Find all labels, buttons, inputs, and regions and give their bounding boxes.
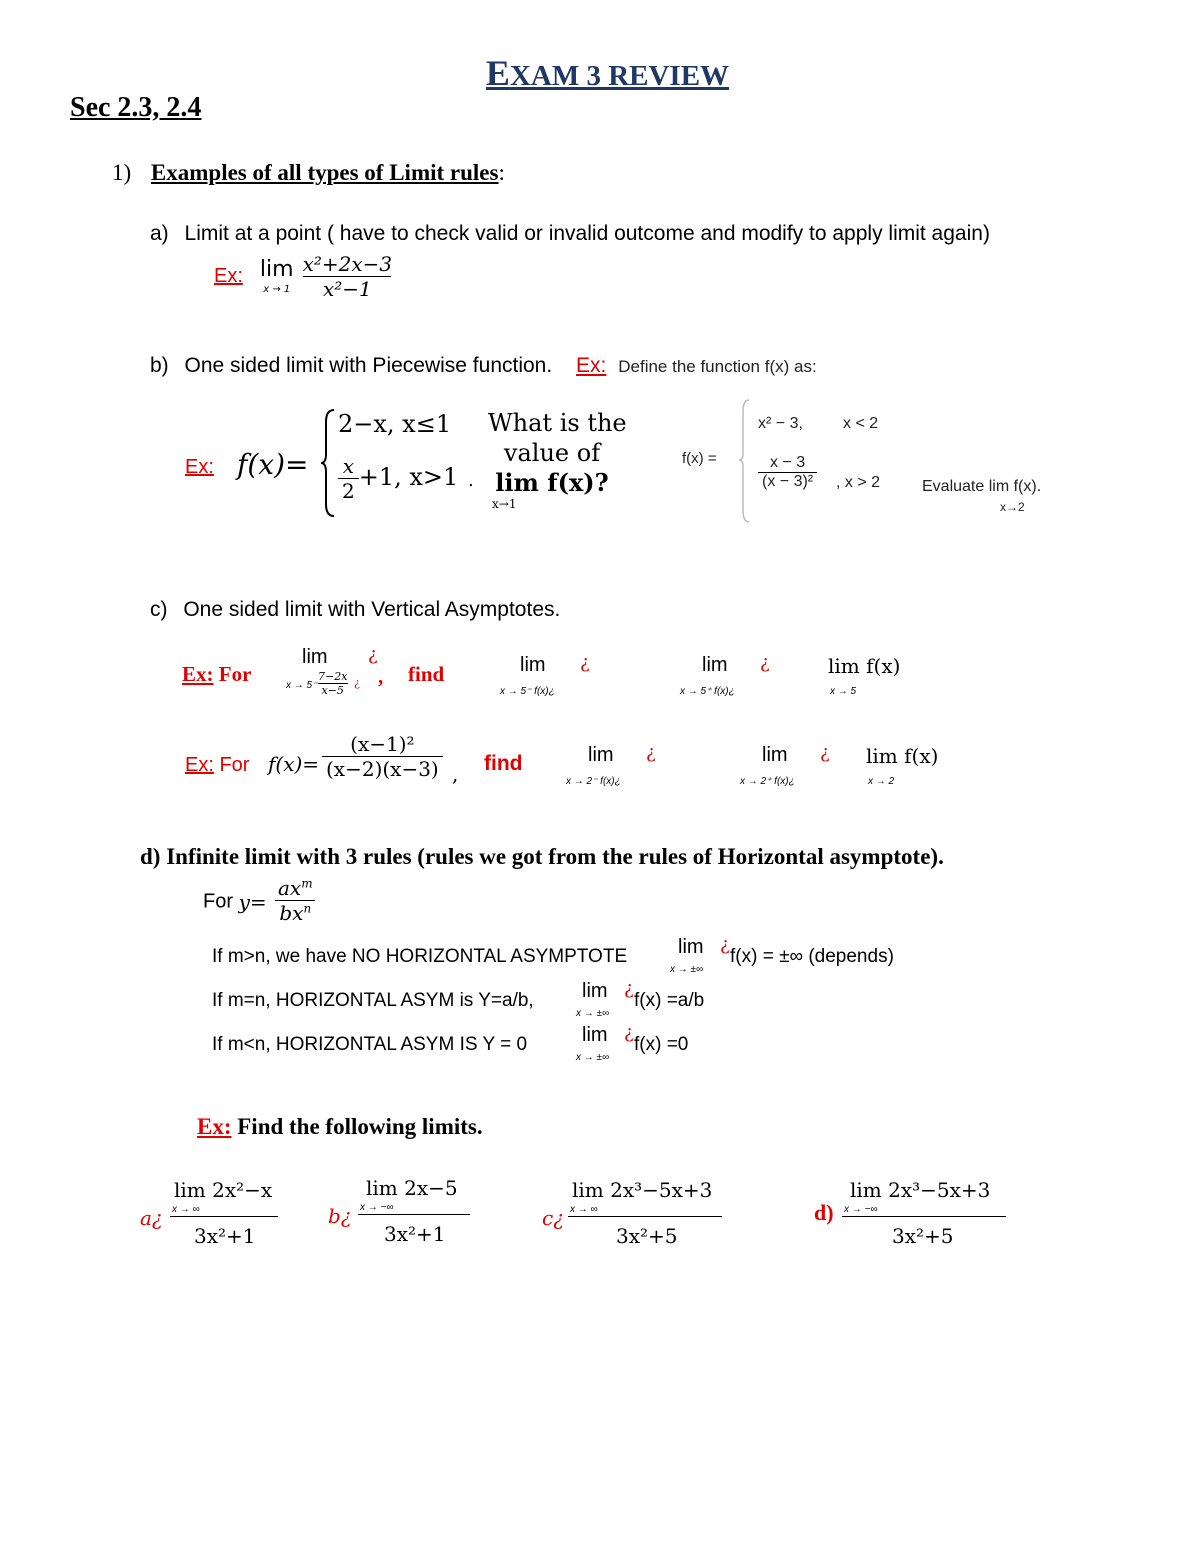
ex-label: Ex: For [185,754,250,776]
left-limit: lim ¿ x → 2⁻ f(x)¿ [566,742,656,787]
final-example-heading: Ex: Find the following limits. [197,1114,483,1139]
fraction: $\frac{\text{(x−1)²}}{(x-2)(x-3)}$ [322,732,443,781]
rule-1-limit: lim ¿ x → ±∞ f(x) = ±∞ (depends) [670,934,894,975]
two-sided-limit: lim f(x) x → 5 [828,654,901,697]
section-heading: Sec 2.3, 2.4 [70,92,202,123]
left-limit: lim ¿ x → 5⁻ f(x)¿ [500,652,590,697]
right-limit: lim ¿ x → 2⁺ f(x)¿ [740,742,830,787]
problem-d: d) lim 2x³−5x+3 x → −∞ 3x²+5 [814,1174,1014,1254]
question-1-label: Examples of all types of Limit rules [150,160,499,185]
piecewise-case-1: 2−x, x≤1 [338,410,452,438]
piecewise-cond-4: , x > 2 [836,474,881,491]
ex-label: Ex: [185,456,214,478]
two-sided-limit: lim f(x) x → 2 [866,744,939,787]
find-label: find [408,662,445,686]
page-title: EXAM 3 REVIEW [485,53,730,93]
right-limit: lim ¿ x → 5⁺ f(x)¿ [680,652,770,697]
problem-a: a¿ lim 2x²−x x → ∞ 3x²+1 [140,1174,290,1254]
piecewise-case-3: x² − 3, [758,415,803,432]
fraction: $\frac{\text{x²+2x−3}}{\text{x²−1}}$ [302,252,393,301]
rule-2-limit: lim ¿ x → ±∞ f(x) =a/b [576,978,705,1019]
limit-expression: lim x → 1 [259,256,294,295]
rule-2: If m=n, HORIZONTAL ASYM is Y=a/b, [212,990,534,1011]
rule-3-limit: lim ¿ x → ±∞ f(x) =0 [576,1022,689,1063]
ex-label: Ex: [214,265,243,287]
piecewise-cond-3: x < 2 [843,415,879,432]
rule-3: If m<n, HORIZONTAL ASYM IS Y = 0 [212,1034,528,1055]
rule-1: If m>n, we have NO HORIZONTAL ASYMPTOTE [212,946,628,967]
problem-c: c¿ lim 2x³−5x+3 x → ∞ 3x²+5 [542,1174,732,1254]
brace-icon [320,408,336,518]
fraction: $\frac{7-2x}{x-5}$ [318,670,348,697]
piecewise-fx: f(x)= [237,448,309,481]
question-number: 1) [112,160,132,185]
evaluate-text: Evaluate lim f(x). [922,478,1042,495]
piecewise-case-2: $\frac{x}{2}$ +1, x>1 [338,454,458,503]
piecewise-question: What is the value of lim f(x)? x→1 [488,409,627,511]
rational-function: For y= [203,890,267,914]
ex-label: Ex: For [182,662,252,686]
piecewise-case-4: $\frac{x - 3}{\text{(x − 3)²}}$ [758,454,817,491]
part-a-heading: a) Limit at a point ( have to check valid or invalid outcome and modify to apply limit again) [150,222,990,245]
part-d-heading: d) Infinite limit with 3 rules (rules we got from the rules of Horizontal asymptote). [140,844,944,869]
fraction: $\frac{ax^m}{bx^n}$ [274,876,317,925]
vertical-asymptote-limit: lim ¿ x → 5⁻ $\frac{7-2x}{x-5}$ ¿ , [286,644,384,697]
problem-b: b¿ lim 2x−5 x → −∞ 3x²+1 [328,1172,478,1252]
piecewise-fx-2: f(x) = [682,450,717,467]
find-label: find [484,752,523,775]
part-c-heading: c) One sided limit with Vertical Asymptotes. [150,598,561,621]
question-1: 1) Examples of all types of Limit rules: [112,160,505,185]
brace-icon [736,398,752,524]
part-b-heading: b) One sided limit with Piecewise function. Ex: Define the function f(x) as: [150,354,817,377]
part-a-example [214,252,396,301]
